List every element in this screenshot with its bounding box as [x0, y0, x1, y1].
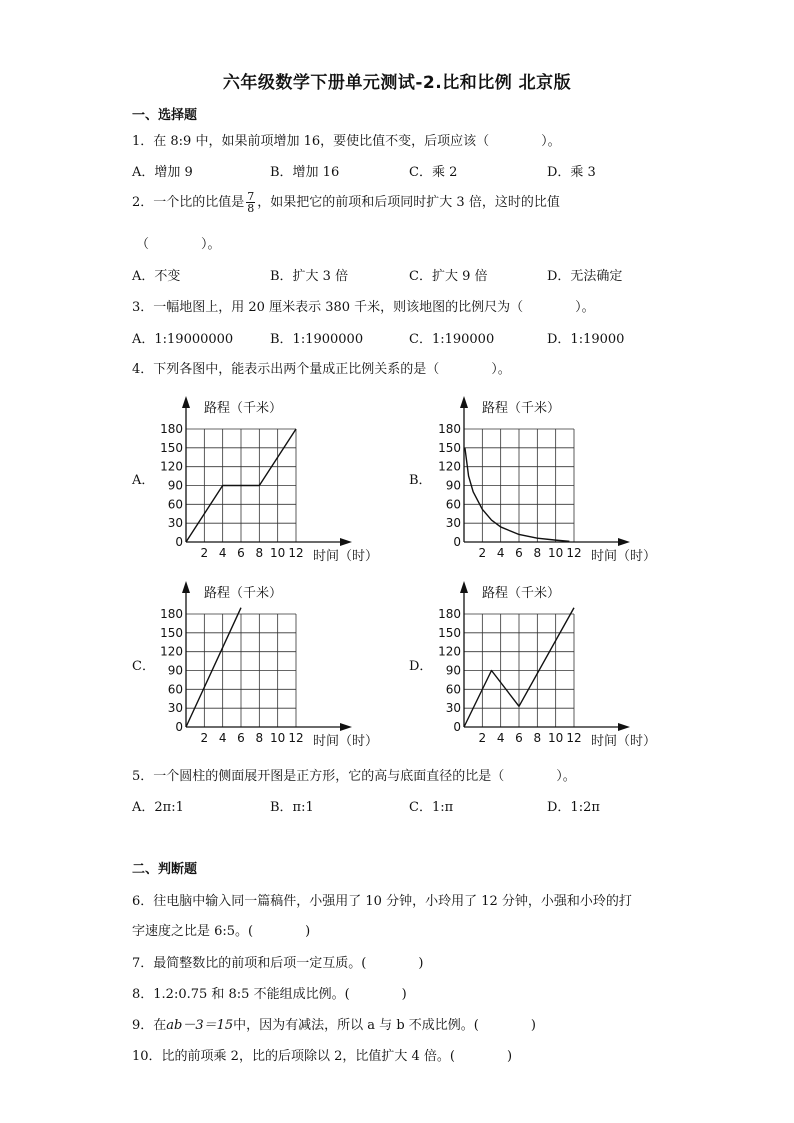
q1-option-a[interactable]: A．增加 9 [132, 165, 193, 180]
y-tick-label: 90 [167, 663, 183, 678]
x-tick-label: 2 [478, 731, 487, 745]
series-line-B [465, 448, 570, 542]
y-tick-label: 60 [167, 682, 183, 697]
y-tick-label: 180 [438, 422, 461, 436]
x-tick-label: 2 [478, 546, 487, 560]
x-tick-label: 8 [533, 731, 542, 745]
x-tick-label: 8 [255, 546, 264, 560]
question-8: 8．1.2:0.75 和 8:5 不能组成比例。( ) [132, 987, 407, 1002]
q1-option-b[interactable]: B．增加 16 [270, 165, 340, 180]
y-tick-label: 150 [160, 625, 183, 640]
fraction-denominator: 8 [247, 202, 255, 215]
y-tick-label: 180 [438, 607, 461, 621]
x-axis-title: 时间（时） [591, 734, 657, 749]
question-6-line2: 字速度之比是 6:5。( ) [132, 924, 311, 939]
y-tick-label: 90 [167, 478, 183, 493]
q2-option-c[interactable]: C．扩大 9 倍 [409, 269, 488, 284]
x-tick-label: 12 [288, 731, 304, 745]
chart-b [428, 392, 668, 572]
chart-c [150, 577, 390, 757]
x-axis-arrow [340, 538, 352, 546]
x-tick-label: 6 [515, 546, 523, 560]
y-tick-label: 60 [445, 497, 461, 512]
y-tick-label: 0 [175, 535, 183, 549]
x-tick-label: 4 [496, 546, 505, 560]
y-tick-label: 30 [445, 516, 461, 531]
x-tick-label: 8 [255, 731, 264, 745]
y-tick-label: 60 [445, 682, 461, 697]
y-axis-arrow [182, 396, 190, 408]
x-axis-arrow [618, 538, 630, 546]
question-4: 4．下列各图中，能表示出两个量成正比例关系的是（ ）。 [132, 362, 511, 377]
x-tick-label: 12 [288, 546, 304, 560]
y-tick-label: 0 [175, 720, 183, 734]
x-tick-label: 8 [533, 546, 542, 560]
y-tick-label: 150 [160, 440, 183, 455]
chart-d [428, 577, 668, 757]
x-tick-label: 6 [515, 731, 523, 745]
x-tick-label: 4 [218, 731, 227, 745]
x-tick-label: 10 [548, 731, 564, 745]
y-tick-label: 120 [438, 644, 461, 659]
question-3: 3．一幅地图上，用 20 厘米表示 380 千米，则该地图的比例尺为（ ）。 [132, 300, 595, 315]
q9-equation: ab－3＝15 [166, 1018, 234, 1033]
q5-option-a[interactable]: A．2π:1 [132, 800, 184, 815]
y-tick-label: 30 [167, 516, 183, 531]
q2-prefix: 2．一个比的比值是 [132, 195, 245, 210]
series-line-C [186, 608, 241, 727]
y-axis-title: 路程（千米） [482, 401, 561, 416]
y-tick-label: 30 [445, 701, 461, 716]
q4-option-a[interactable]: A． [132, 473, 155, 488]
x-tick-label: 6 [237, 546, 245, 560]
q3-option-a[interactable]: A．1:19000000 [132, 332, 234, 347]
x-axis-arrow [340, 723, 352, 731]
page-title: 六年级数学下册单元测试-2.比和比例 北京版 [222, 73, 572, 93]
y-tick-label: 120 [160, 644, 183, 659]
q5-option-d[interactable]: D．1:2π [547, 800, 600, 815]
y-tick-label: 120 [160, 459, 183, 474]
x-tick-label: 2 [200, 546, 209, 560]
chart-a [150, 392, 390, 572]
y-tick-label: 180 [160, 422, 183, 436]
q4-option-c[interactable]: C． [132, 659, 155, 674]
x-axis-title: 时间（时） [591, 549, 657, 564]
x-tick-label: 4 [496, 731, 505, 745]
y-axis-title: 路程（千米） [482, 586, 561, 601]
q2-option-d[interactable]: D．无法确定 [547, 269, 623, 284]
q3-option-d[interactable]: D．1:19000 [547, 332, 625, 347]
y-tick-label: 0 [453, 535, 461, 549]
x-axis-title: 时间（时） [313, 549, 379, 564]
question-10: 10．比的前项乘 2，比的后项除以 2，比值扩大 4 倍。( ) [132, 1049, 513, 1064]
fraction-7-8 [246, 191, 255, 214]
section-judge-heading: 二、判断题 [132, 862, 198, 877]
y-tick-label: 90 [445, 663, 461, 678]
x-tick-label: 4 [218, 546, 227, 560]
q3-option-b[interactable]: B．1:1900000 [270, 332, 364, 347]
section-choice-heading: 一、选择题 [132, 108, 198, 123]
x-tick-label: 12 [566, 731, 582, 745]
question-5: 5．一个圆柱的侧面展开图是正方形，它的高与底面直径的比是（ ）。 [132, 769, 576, 784]
y-tick-label: 180 [160, 607, 183, 621]
y-tick-label: 150 [438, 440, 461, 455]
q9-suffix: 中，因为有减法，所以 a 与 b 不成比例。( ) [233, 1018, 536, 1033]
y-axis-arrow [182, 581, 190, 593]
fraction-numerator: 7 [247, 190, 255, 203]
q9-prefix: 9．在 [132, 1018, 167, 1033]
x-tick-label: 6 [237, 731, 245, 745]
q2-option-a[interactable]: A．不变 [132, 269, 181, 284]
q2-suffix: ，如果把它的前项和后项同时扩大 3 倍，这时的比值 [257, 195, 560, 210]
q2-answer-blank: （ ）。 [136, 237, 221, 252]
y-tick-label: 60 [167, 497, 183, 512]
y-tick-label: 0 [453, 720, 461, 734]
x-axis-title: 时间（时） [313, 734, 379, 749]
x-tick-label: 12 [566, 546, 582, 560]
y-tick-label: 150 [438, 625, 461, 640]
y-tick-label: 90 [445, 478, 461, 493]
q5-option-c[interactable]: C．1:π [409, 800, 454, 815]
q4-option-b[interactable]: B． [409, 473, 432, 488]
q1-option-c[interactable]: C．乘 2 [409, 165, 458, 180]
question-9 [132, 1014, 536, 1033]
y-axis-arrow [460, 581, 468, 593]
q1-option-d[interactable]: D．乘 3 [547, 165, 596, 180]
q5-option-b[interactable]: B．π:1 [270, 800, 314, 815]
x-tick-label: 2 [200, 731, 209, 745]
y-tick-label: 120 [438, 459, 461, 474]
y-tick-label: 30 [167, 701, 183, 716]
question-6: 6．往电脑中输入同一篇稿件，小强用了 10 分钟，小玲用了 12 分钟，小强和小玲的打 [132, 894, 632, 909]
y-axis-title: 路程（千米） [204, 401, 283, 416]
question-7: 7．最简整数比的前项和后项一定互质。( ) [132, 956, 424, 971]
question-2 [132, 191, 560, 214]
x-tick-label: 10 [270, 546, 286, 560]
x-tick-label: 10 [548, 546, 564, 560]
x-tick-label: 10 [270, 731, 286, 745]
q4-option-d[interactable]: D． [409, 659, 433, 674]
y-axis-title: 路程（千米） [204, 586, 283, 601]
y-axis-arrow [460, 396, 468, 408]
q3-option-c[interactable]: C．1:190000 [409, 332, 495, 347]
question-1: 1．在 8:9 中，如果前项增加 16，要使比值不变，后项应该（ ）。 [132, 134, 561, 149]
x-axis-arrow [618, 723, 630, 731]
q2-option-b[interactable]: B．扩大 3 倍 [270, 269, 349, 284]
